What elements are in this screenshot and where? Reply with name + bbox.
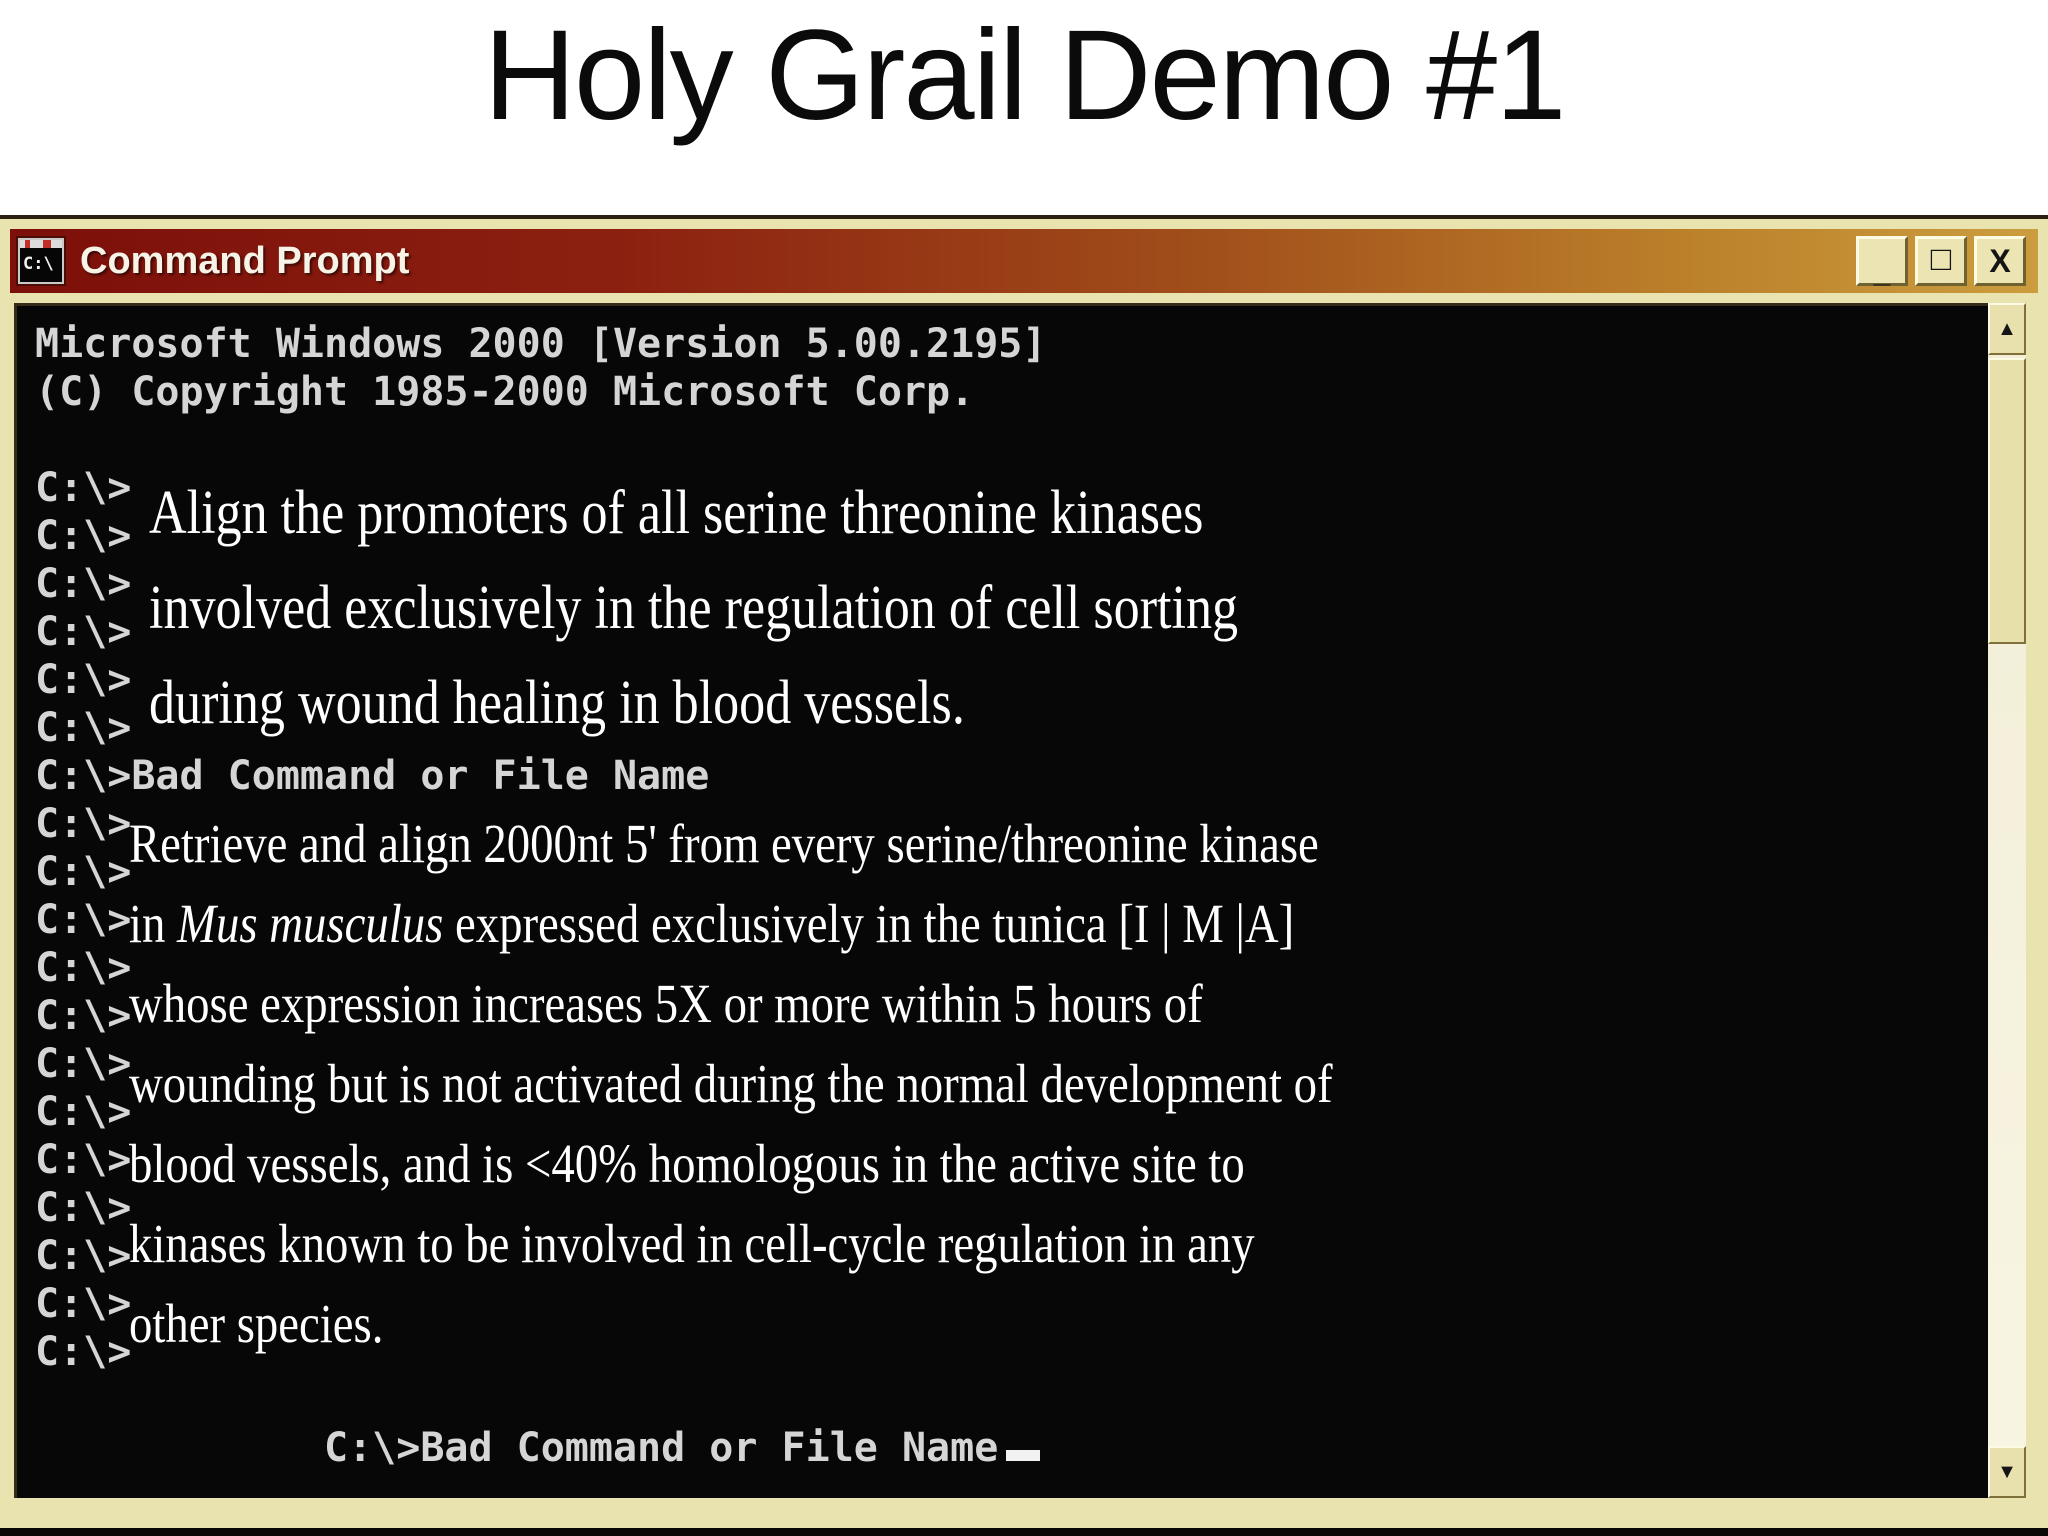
text-cursor-icon [1006, 1450, 1040, 1461]
query-line: in Mus musculus expressed exclusively in the tunica [I | M |A] [129, 893, 1295, 954]
query-line: kinases known to be involved in cell-cycle regulation in any [129, 1213, 1255, 1274]
console-line: C:\> [35, 897, 132, 943]
query-line: Align the promoters of all serine threonine kinases [149, 479, 1204, 547]
console-line: C:\> [35, 657, 132, 703]
scrollbar-track[interactable] [1988, 644, 2026, 1446]
console-line: C:\> [35, 1041, 132, 1087]
close-icon: X [1989, 243, 2011, 279]
console-line: C:\> [35, 993, 132, 1039]
query-line: wounding but is not activated during the normal development of [129, 1053, 1333, 1114]
scroll-down-icon: ▼ [1997, 1460, 2017, 1483]
maximize-button[interactable] [1915, 236, 1967, 286]
query-line: other species. [129, 1293, 384, 1354]
console-line: C:\> [35, 705, 132, 751]
console-line: Microsoft Windows 2000 [Version 5.00.2195] [35, 321, 1047, 367]
console-line: C:\> [35, 609, 132, 655]
query-2-text [129, 804, 1545, 1364]
console-line: C:\> [35, 1233, 132, 1279]
console-line: C:\> [35, 945, 132, 991]
query-line: involved exclusively in the regulation of cell sorting [149, 574, 1239, 642]
current-prompt-text: C:\>Bad Command or File Name [323, 1425, 999, 1471]
vertical-scrollbar[interactable] [1988, 303, 2026, 1498]
close-button[interactable] [1974, 236, 2026, 286]
page-title: Holy Grail Demo #1 [483, 4, 1565, 147]
console-line: C:\> [35, 513, 132, 559]
query-line: blood vessels, and is <40% homologous in the active site to [129, 1133, 1245, 1194]
icon-titlebar-stripe [20, 240, 62, 248]
console-line: C:\>Bad Command or File Name [35, 753, 710, 799]
console-line: C:\> [35, 801, 132, 847]
console-line: (C) Copyright 1985-2000 Microsoft Corp. [35, 369, 975, 415]
scroll-down-button[interactable] [1988, 1446, 2026, 1498]
scroll-up-icon: ▲ [1997, 317, 2017, 340]
console-line-current [35, 1376, 1988, 1471]
console-line: C:\> [35, 1089, 132, 1135]
command-prompt-icon [18, 238, 64, 284]
window-controls [1856, 236, 2030, 289]
window-title: Command Prompt [80, 239, 410, 282]
query-1-text [149, 466, 1446, 751]
query-line: whose expression increases 5X or more within 5 hours of [129, 973, 1203, 1034]
console-line: C:\> [35, 1137, 132, 1183]
icon-prompt-label: C:\ [23, 254, 54, 274]
screenshot-bottom-edge [0, 1528, 2048, 1536]
console-line [35, 416, 1988, 464]
console-line: C:\> [35, 1185, 132, 1231]
terminal-screen[interactable] [14, 303, 1988, 1498]
query-line: during wound healing in blood vessels. [149, 669, 965, 737]
scrollbar-thumb[interactable] [1988, 358, 2026, 644]
console-line: C:\> [35, 1329, 132, 1375]
console-line: C:\> [35, 465, 132, 511]
minimize-button[interactable] [1856, 236, 1908, 289]
scroll-up-button[interactable] [1988, 303, 2026, 355]
window-titlebar[interactable] [10, 229, 2038, 293]
window-body [14, 303, 2026, 1498]
console-line: C:\> [35, 849, 132, 895]
console-line: C:\> [35, 561, 132, 607]
maximize-icon: □ [1930, 240, 1952, 278]
command-prompt-window [0, 215, 2048, 1528]
console-line: C:\> [35, 1281, 132, 1327]
query-line: Retrieve and align 2000nt 5' from every serine/threonine kinase [129, 813, 1319, 874]
minimize-icon: _ [1873, 256, 1891, 289]
